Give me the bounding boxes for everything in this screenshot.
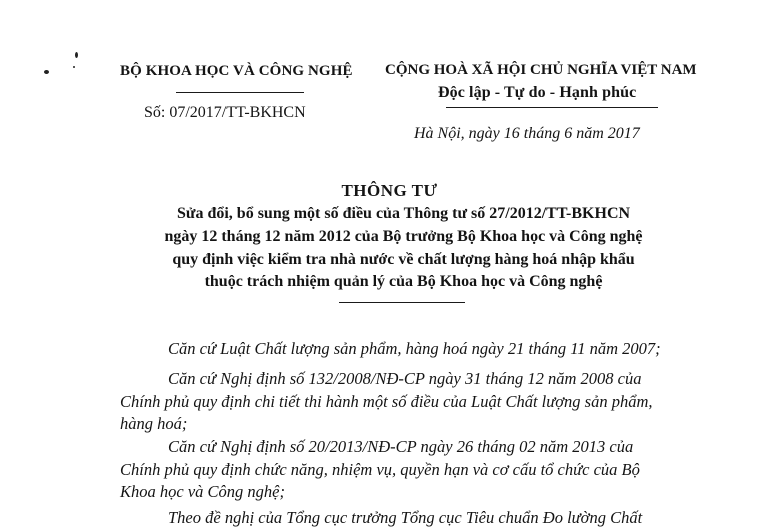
country-name: CỘNG HOÀ XÃ HỘI CHỦ NGHĨA VIỆT NAM bbox=[385, 62, 697, 78]
legal-basis-2-line-1: Căn cứ Nghị định số 132/2008/NĐ-CP ngày 31 tháng 12 năm 2008 của bbox=[168, 369, 642, 388]
legal-basis-3-line-1: Căn cứ Nghị định số 20/2013/NĐ-CP ngày 26 tháng 02 năm 2013 của bbox=[168, 437, 634, 456]
title-line-2: ngày 12 tháng 12 năm 2012 của Bộ trưởng Bộ Khoa học và Công nghệ bbox=[164, 228, 643, 245]
title-line-3: quy định việc kiểm tra nhà nước về chất lượng hàng hoá nhập khẩu bbox=[172, 251, 635, 268]
legal-basis-2-line-2: Chính phủ quy định chi tiết thi hành một số điều của Luật Chất lượng sản phẩm, bbox=[120, 392, 653, 411]
scan-speck bbox=[73, 66, 75, 68]
title-line-4: thuộc trách nhiệm quản lý của Bộ Khoa học và Công nghệ bbox=[204, 273, 603, 290]
legal-basis-3-line-2: Chính phủ quy định chức năng, nhiệm vụ, quyền hạn và cơ cấu tổ chức của Bộ bbox=[120, 460, 640, 479]
issue-date: Hà Nội, ngày 16 tháng 6 năm 2017 bbox=[414, 125, 640, 142]
document-type-heading: THÔNG TƯ bbox=[341, 181, 438, 200]
ministry-underline bbox=[176, 92, 304, 93]
legal-basis-2-line-3: hàng hoá; bbox=[120, 414, 188, 433]
scan-speck bbox=[75, 52, 78, 58]
motto-underline bbox=[446, 107, 658, 108]
title-underline bbox=[339, 302, 465, 303]
legal-basis-1: Căn cứ Luật Chất lượng sản phẩm, hàng hoá ngày 21 tháng 11 năm 2007; bbox=[168, 339, 661, 358]
title-line-1: Sửa đổi, bổ sung một số điều của Thông tư số 27/2012/TT-BKHCN bbox=[176, 205, 631, 222]
ministry-name: BỘ KHOA HỌC VÀ CÔNG NGHỆ bbox=[120, 63, 353, 79]
scan-speck bbox=[44, 70, 49, 74]
national-motto: Độc lập - Tự do - Hạnh phúc bbox=[438, 84, 637, 101]
legal-basis-4-partial: Theo đề nghị của Tổng cục trưởng Tổng cục Tiêu chuẩn Đo lường Chất bbox=[168, 508, 643, 527]
legal-basis-3-line-3: Khoa học và Công nghệ; bbox=[120, 482, 285, 501]
document-number: Số: 07/2017/TT-BKHCN bbox=[144, 104, 306, 121]
